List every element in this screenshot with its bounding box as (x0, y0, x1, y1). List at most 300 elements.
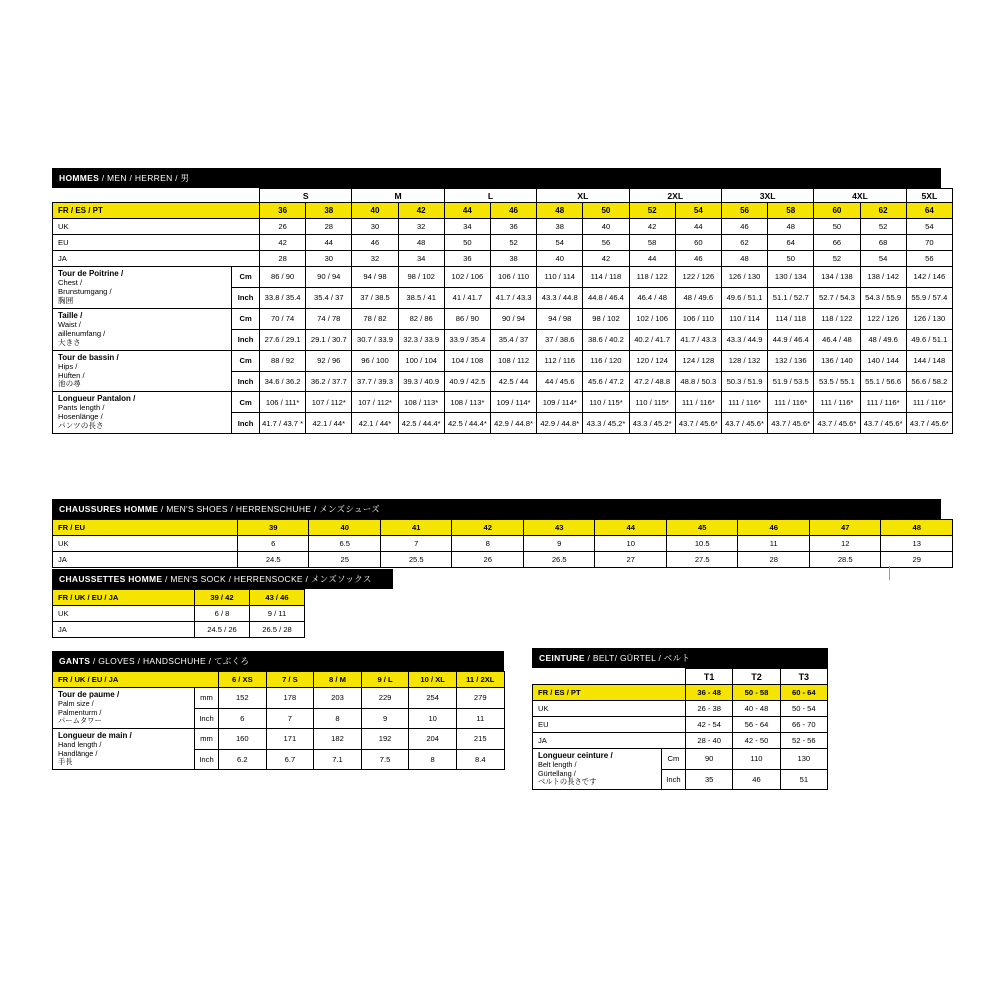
cell: 43.3 / 44.8 (537, 287, 583, 308)
cell: 46.4 / 48 (629, 287, 675, 308)
cell: 28 (260, 251, 306, 267)
gloves-title-main: GANTS (59, 656, 91, 666)
unit-inch: Inch (232, 413, 260, 434)
men-row-label-eu: EU (53, 235, 260, 251)
belt-fr-label: FR / ES / PT (533, 685, 686, 701)
socks-title (52, 569, 393, 589)
belt-size-t1: T1 (686, 669, 733, 685)
socks-fr-row (53, 590, 305, 606)
cell: 102 / 106 (444, 267, 490, 288)
cell: 44 (595, 520, 667, 536)
men-title-sub: / MEN / HERREN / 男 (99, 173, 190, 183)
cell: 40 (309, 520, 381, 536)
cell: 46 (733, 769, 780, 790)
cell: 90 (686, 749, 733, 770)
shoes-size-table (52, 519, 953, 568)
men-fr-10: 56 (721, 203, 767, 219)
table-row (53, 552, 953, 568)
men-group-row (53, 189, 953, 203)
cell: 128 / 132 (721, 350, 767, 371)
cell: 34 (398, 251, 444, 267)
measure-sub-0: Palm size / (58, 698, 94, 708)
cell: 215 (456, 729, 504, 750)
cell: 39.3 / 40.9 (398, 371, 444, 392)
cell: 39 (237, 520, 309, 536)
cell: 142 / 146 (906, 267, 952, 288)
measure-sub-0: Waist / (58, 319, 81, 329)
cell: 48 (881, 520, 953, 536)
measure-sub-1: Handlänge / (58, 748, 98, 758)
cell: 7 (266, 708, 314, 729)
cell: 42.5 / 44 (490, 371, 536, 392)
men-fr-6: 48 (537, 203, 583, 219)
cell: 106 / 110 (490, 267, 536, 288)
unit-inch: Inch (195, 749, 219, 770)
cell: 107 / 112* (352, 392, 398, 413)
cell: 171 (266, 729, 314, 750)
cell: 134 / 138 (814, 267, 860, 288)
cell: 41 / 41.7 (444, 287, 490, 308)
cell: 122 / 126 (860, 308, 906, 329)
cell: 46 (675, 251, 721, 267)
group-s: S (260, 189, 352, 203)
cell: 10 (409, 708, 457, 729)
cell: 43.3 / 45.2* (629, 413, 675, 434)
men-fr-7: 50 (583, 203, 629, 219)
group-l: L (444, 189, 536, 203)
cell: 42.5 / 44.4* (444, 413, 490, 434)
cell: 32 (352, 251, 398, 267)
cell: 37 / 38.6 (537, 329, 583, 350)
cell: 12 (809, 536, 881, 552)
measure-title: Longueur ceinture / (538, 751, 613, 760)
cell: 48.8 / 50.3 (675, 371, 721, 392)
cell: 58 (629, 235, 675, 251)
measure-sub-2: 池の尋 (58, 379, 81, 389)
cell: 43.7 / 45.6* (814, 413, 860, 434)
cell: 25 (309, 552, 381, 568)
cell: 102 / 106 (629, 308, 675, 329)
cell: 152 (219, 688, 267, 709)
cell: 106 / 111* (260, 392, 306, 413)
men-fr-2: 40 (352, 203, 398, 219)
cell: 104 / 108 (444, 350, 490, 371)
cell: 124 / 128 (675, 350, 721, 371)
cell: 38.5 / 41 (398, 287, 444, 308)
cell: 41.7 / 43.3 (675, 329, 721, 350)
measure-label-chest (53, 267, 232, 309)
cell: 8 / M (314, 672, 362, 688)
cell: 112 / 116 (537, 350, 583, 371)
table-row (533, 701, 828, 717)
cell: 254 (409, 688, 457, 709)
cell: 6.5 (309, 536, 381, 552)
belt-size-row (533, 669, 828, 685)
cell: 110 / 115* (629, 392, 675, 413)
cell: 50 - 58 (733, 685, 780, 701)
cell: 114 / 118 (583, 267, 629, 288)
cell: 144 / 148 (906, 350, 952, 371)
cell: 50 - 54 (780, 701, 827, 717)
cell: 33.9 / 35.4 (444, 329, 490, 350)
cell: 26.5 / 28 (250, 622, 305, 638)
measure-sub-0: Pants length / (58, 403, 105, 413)
cell: 28 (738, 552, 810, 568)
table-row (53, 350, 953, 371)
cell: 42.1 / 44* (352, 413, 398, 434)
cell: 43.3 / 44.9 (721, 329, 767, 350)
measure-sub-1: Palmenturm / (58, 707, 102, 717)
measure-title: Longueur de main / (58, 731, 132, 740)
cell: 8 (452, 536, 524, 552)
table-row (53, 251, 953, 267)
cell: 43 / 46 (250, 590, 305, 606)
cell: 43.3 / 45.2* (583, 413, 629, 434)
cell: 110 / 114 (721, 308, 767, 329)
cell: 109 / 114* (490, 392, 536, 413)
cell: 42 (583, 251, 629, 267)
cell: 33.8 / 35.4 (260, 287, 306, 308)
cell: 111 / 116* (675, 392, 721, 413)
cell: 29.1 / 30.7 (306, 329, 352, 350)
cell: 192 (361, 729, 409, 750)
men-fr-11: 58 (768, 203, 814, 219)
cell: 50 (814, 219, 860, 235)
cell: 43.7 / 45.6* (860, 413, 906, 434)
cell: 39 / 42 (195, 590, 250, 606)
cell: 203 (314, 688, 362, 709)
cell: 53.5 / 55.1 (814, 371, 860, 392)
cell: 54 (906, 219, 952, 235)
measure-label-palm-size (53, 688, 195, 729)
cell: 11 / 2XL (456, 672, 504, 688)
cell: 62 (721, 235, 767, 251)
cell: 26 (452, 552, 524, 568)
cell: 9 (523, 536, 595, 552)
cell: 24.5 / 26 (195, 622, 250, 638)
measure-sub-1: aillenumfang / (58, 328, 106, 338)
table-row (53, 392, 953, 413)
cell: 37.7 / 39.3 (352, 371, 398, 392)
group-xl: XL (537, 189, 629, 203)
cell: 111 / 116* (814, 392, 860, 413)
belt-size-t2: T2 (733, 669, 780, 685)
group-3xl: 3XL (721, 189, 813, 203)
belt-row-label-uk: UK (533, 701, 686, 717)
cell: 41.7 / 43.7 * (260, 413, 306, 434)
men-fr-8: 52 (629, 203, 675, 219)
men-title (52, 168, 941, 188)
cell: 44 (306, 235, 352, 251)
cell: 6.7 (266, 749, 314, 770)
mens-shoes-block (52, 499, 953, 568)
cell: 9 (361, 708, 409, 729)
table-row (53, 219, 953, 235)
cell: 178 (266, 688, 314, 709)
cell: 118 / 122 (629, 267, 675, 288)
cell: 54 (537, 235, 583, 251)
measure-sub-1: Hosenlänge / (58, 412, 103, 422)
men-fr-1: 38 (306, 203, 352, 219)
cell: 9 / 11 (250, 606, 305, 622)
cell: 111 / 116* (860, 392, 906, 413)
cell: 38.6 / 40.2 (583, 329, 629, 350)
measure-sub-0: Hand length / (58, 739, 102, 749)
table-row (53, 729, 505, 750)
cell: 34 (444, 219, 490, 235)
cell: 66 (814, 235, 860, 251)
cell: 7.5 (361, 749, 409, 770)
cell: 51 (780, 769, 827, 790)
measure-sub-2: ベルトの長さです (538, 777, 597, 787)
cell: 70 / 74 (260, 308, 306, 329)
cell: 52 (814, 251, 860, 267)
men-fr-label: FR / ES / PT (53, 203, 260, 219)
cell: 38 (537, 219, 583, 235)
table-row (533, 733, 828, 749)
cell: 55.1 / 56.6 (860, 371, 906, 392)
cell: 52.7 / 54.3 (814, 287, 860, 308)
cell: 110 / 115* (583, 392, 629, 413)
shoes-title (52, 499, 941, 519)
measure-label-hips (53, 350, 232, 392)
cell: 56 (906, 251, 952, 267)
cell: 126 / 130 (906, 308, 952, 329)
cell: 46.4 / 48 (814, 329, 860, 350)
table-row (533, 717, 828, 733)
cell: 60 (675, 235, 721, 251)
cell: 107 / 112* (306, 392, 352, 413)
spacer (53, 189, 232, 203)
cell: 132 / 136 (768, 350, 814, 371)
unit-inch: Inch (232, 287, 260, 308)
cell: 36.2 / 37.7 (306, 371, 352, 392)
cell: 114 / 118 (768, 308, 814, 329)
group-5xl: 5XL (906, 189, 952, 203)
cell: 27.6 / 29.1 (260, 329, 306, 350)
cell: 109 / 114* (537, 392, 583, 413)
socks-size-table (52, 589, 305, 638)
unit-inch: Inch (232, 371, 260, 392)
cell: 98 / 102 (398, 267, 444, 288)
table-row (53, 308, 953, 329)
group-m: M (352, 189, 444, 203)
measure-title: Longueur Pantalon / (58, 394, 136, 404)
measure-sub-0: Belt length / (538, 759, 577, 769)
cell: 111 / 116* (906, 392, 952, 413)
cell: 122 / 126 (675, 267, 721, 288)
measure-sub-1: Hüften / (58, 370, 85, 380)
unit-mm: mm (195, 688, 219, 709)
cell: 78 / 82 (352, 308, 398, 329)
cell: 160 (219, 729, 267, 750)
cell: 48 / 49.6 (675, 287, 721, 308)
measure-label-pants-length (53, 392, 232, 434)
cell: 7 / S (266, 672, 314, 688)
spacer (661, 669, 685, 685)
measure-sub-2: パンツの長さ (58, 421, 104, 431)
cell: 44 (629, 251, 675, 267)
cell: 8 (314, 708, 362, 729)
men-fr-row (53, 203, 953, 219)
cell: 90 / 94 (306, 267, 352, 288)
shoes-row-label-ja: JA (53, 552, 238, 568)
cell: 34.6 / 36.2 (260, 371, 306, 392)
cell: 28.5 (809, 552, 881, 568)
cell: 36 (444, 251, 490, 267)
table-row (53, 235, 953, 251)
men-fr-5: 46 (490, 203, 536, 219)
cell: 138 / 142 (860, 267, 906, 288)
cell: 36 - 48 (686, 685, 733, 701)
cell: 11 (456, 708, 504, 729)
cell: 26 (260, 219, 306, 235)
cell: 28 - 40 (686, 733, 733, 749)
socks-fr-label: FR / UK / EU / JA (53, 590, 195, 606)
cell: 45.6 / 47.2 (583, 371, 629, 392)
cell: 35.4 / 37 (490, 329, 536, 350)
cell: 98 / 102 (583, 308, 629, 329)
measure-title: Tour de bassin / (58, 352, 119, 362)
cell: 35.4 / 37 (306, 287, 352, 308)
cell: 50 (444, 235, 490, 251)
cell: 36 (490, 219, 536, 235)
table-row (53, 606, 305, 622)
unit-cm: Cm (661, 749, 685, 770)
cell: 49.6 / 51.1 (906, 329, 952, 350)
socks-row-label-ja: JA (53, 622, 195, 638)
cell: 108 / 113* (444, 392, 490, 413)
cell: 136 / 140 (814, 350, 860, 371)
cell: 110 (733, 749, 780, 770)
cell: 43.7 / 45.6* (906, 413, 952, 434)
measure-label-belt-length (533, 749, 662, 790)
cell: 42.5 / 44.4* (398, 413, 444, 434)
cell: 9 / L (361, 672, 409, 688)
measure-label-hand-length (53, 729, 195, 770)
cell: 111 / 116* (721, 392, 767, 413)
belt-row-label-ja: JA (533, 733, 686, 749)
cell: 41.7 / 43.3 (490, 287, 536, 308)
cell: 66 - 70 (780, 717, 827, 733)
men-row-label-uk: UK (53, 219, 260, 235)
unit-inch: Inch (195, 708, 219, 729)
cell: 40.9 / 42.5 (444, 371, 490, 392)
table-row (53, 267, 953, 288)
table-row (533, 749, 828, 770)
group-2xl: 2XL (629, 189, 721, 203)
cell: 94 / 98 (352, 267, 398, 288)
cell: 64 (768, 235, 814, 251)
cell: 45 (666, 520, 738, 536)
cell: 44.9 / 46.4 (768, 329, 814, 350)
cell: 35 (686, 769, 733, 790)
cell: 27.5 (666, 552, 738, 568)
cell: 6 / XS (219, 672, 267, 688)
cell: 50.3 / 51.9 (721, 371, 767, 392)
cell: 51.1 / 52.7 (768, 287, 814, 308)
socks-row-label-uk: UK (53, 606, 195, 622)
table-row (53, 536, 953, 552)
cell: 108 / 113* (398, 392, 444, 413)
belt-title-sub: / BELT/ GÜRTEL / ベルト (584, 653, 691, 663)
cell: 43.7 / 45.6* (675, 413, 721, 434)
cell: 48 (398, 235, 444, 251)
cell: 182 (314, 729, 362, 750)
cell: 42.9 / 44.8* (537, 413, 583, 434)
cell: 38 (490, 251, 536, 267)
cell: 130 (780, 749, 827, 770)
cell: 6 / 8 (195, 606, 250, 622)
cell: 60 - 64 (780, 685, 827, 701)
men-row-label-ja: JA (53, 251, 260, 267)
cell: 29 (881, 552, 953, 568)
cell: 100 / 104 (398, 350, 444, 371)
cell: 42 (452, 520, 524, 536)
socks-title-main: CHAUSSETTES HOMME (59, 574, 163, 584)
men-fr-4: 44 (444, 203, 490, 219)
cell: 106 / 110 (675, 308, 721, 329)
cell: 13 (881, 536, 953, 552)
men-fr-12: 60 (814, 203, 860, 219)
cell: 6 (219, 708, 267, 729)
cell: 30 (306, 251, 352, 267)
cell: 54 (860, 251, 906, 267)
cell: 7.1 (314, 749, 362, 770)
gloves-title-sub: / GLOVES / HANDSCHUHE / てぶくろ (90, 656, 250, 666)
cell: 88 / 92 (260, 350, 306, 371)
cell: 40 - 48 (733, 701, 780, 717)
men-block (52, 168, 953, 434)
cell: 108 / 112 (490, 350, 536, 371)
cell: 55.9 / 57.4 (906, 287, 952, 308)
cell: 46 (352, 235, 398, 251)
cell: 46 (721, 219, 767, 235)
men-size-table (52, 188, 953, 434)
cell: 10 / XL (409, 672, 457, 688)
cell: 48 / 49.6 (860, 329, 906, 350)
measure-sub-2: 大きさ (58, 337, 81, 347)
men-fr-14: 64 (906, 203, 952, 219)
cell: 54.3 / 55.9 (860, 287, 906, 308)
men-title-main: HOMMES (59, 173, 100, 183)
unit-cm: Cm (232, 392, 260, 413)
cell: 28 (306, 219, 352, 235)
cell: 47.2 / 48.8 (629, 371, 675, 392)
cell: 116 / 120 (583, 350, 629, 371)
socks-title-sub: / MEN'S SOCK / HERRENSOCKE / メンズソックス (162, 574, 372, 584)
cell: 24.5 (237, 552, 309, 568)
gloves-block (52, 651, 505, 770)
men-fr-13: 62 (860, 203, 906, 219)
shoes-fr-label: FR / EU (53, 520, 238, 536)
unit-inch: Inch (232, 329, 260, 350)
cell: 52 (490, 235, 536, 251)
cell: 30 (352, 219, 398, 235)
cell: 56 - 64 (733, 717, 780, 733)
cell: 96 / 100 (352, 350, 398, 371)
cell: 47 (809, 520, 881, 536)
mens-socks-block (52, 569, 393, 638)
belt-title-main: CEINTURE (539, 653, 585, 663)
cell: 40.2 / 41.7 (629, 329, 675, 350)
cell: 42.9 / 44.8* (490, 413, 536, 434)
cell: 32.3 / 33.9 (398, 329, 444, 350)
cell: 42 - 54 (686, 717, 733, 733)
measure-title: Taille / (58, 310, 83, 320)
cell: 48 (721, 251, 767, 267)
gloves-title (52, 651, 504, 671)
